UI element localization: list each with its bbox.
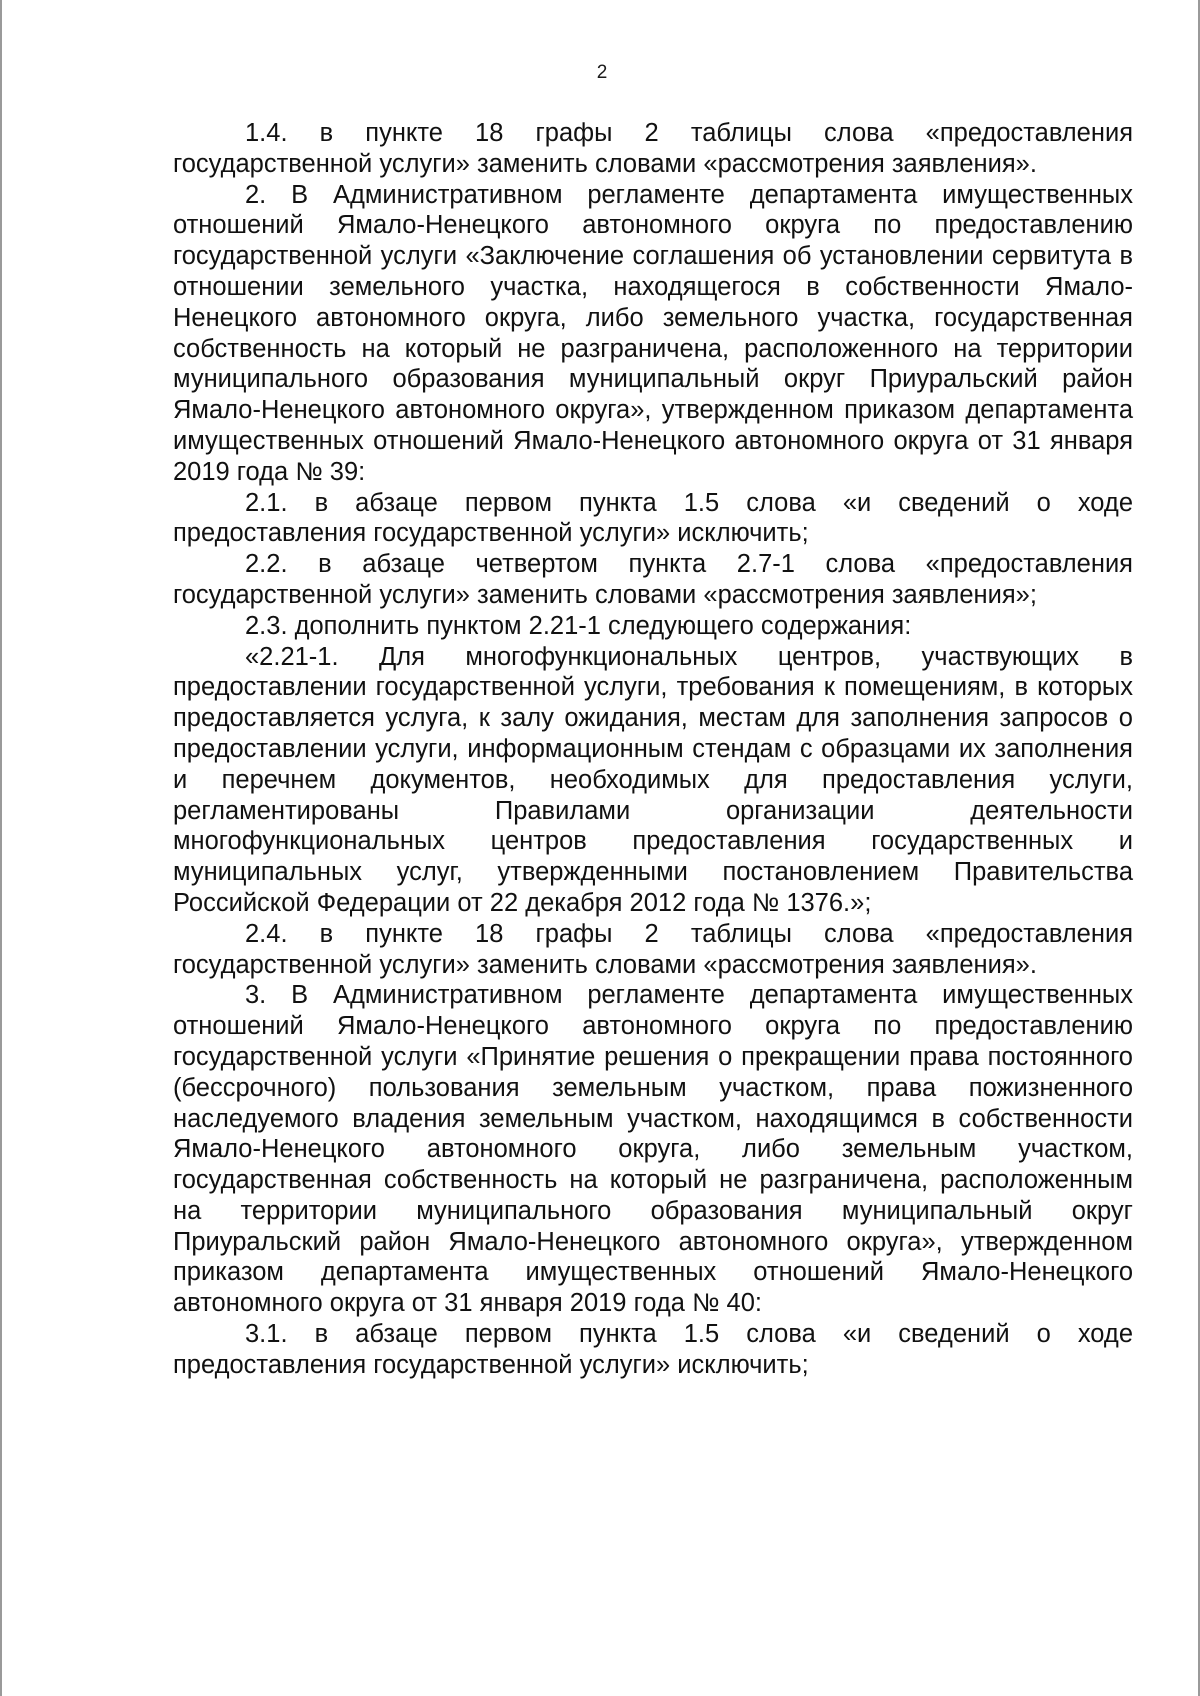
- paragraph-3: 3. В Административном регламенте департамента имущественных отношений Ямало-Ненецкого автономного округа по предоставлению государственной услуги «Принятие решения о прекращении права постоянного (бессрочного) пользования земельным участком, права пожизненного наследуемого владения земельным участком, находящимся в собственности Ямало-Ненецкого автономного округа, либо земельным участком, государственная собственность на который не разграничена, расположенным на территории муниципального образования муниципальный округ Приуральский район Ямало-Ненецкого автономного округа», утвержденном приказом департамента имущественных отношений Ямало-Ненецкого автономного округа от 31 января 2019 года № 40:: [173, 981, 1133, 1318]
- paragraph-2-3: 2.3. дополнить пунктом 2.21-1 следующего содержания:: [245, 611, 912, 640]
- paragraph-2-2: 2.2. в абзаце четвертом пункта 2.7-1 слова «предоставления государственной услуги» заменить словами «рассмотрения заявления»;: [173, 550, 1133, 609]
- paragraph-1-4: 1.4. в пункте 18 графы 2 таблицы слова «предоставления государственной услуги» заменить словами «рассмотрения заявления».: [173, 119, 1133, 178]
- page-number: 2: [596, 62, 608, 83]
- paragraph-2: 2. В Административном регламенте департамента имущественных отношений Ямало-Ненецкого автономного округа по предоставлению государственной услуги «Заключение соглашения об установлении сервитута в отношении земельного участка, находящегося в собственности Ямало-Ненецкого автономного округа, либо земельного участка, государственная собственность на который не разграничена, расположенного на территории муниципального образования муниципальный округ Приуральский район Ямало-Ненецкого автономного округа», утвержденном приказом департамента имущественных отношений Ямало-Ненецкого автономного округа от 31 января 2019 года № 39:: [173, 180, 1133, 486]
- paragraph-2-21-1-quote: «2.21-1. Для многофункциональных центров, участвующих в предоставлении государственной услуги, требования к помещениям, в которых предоставляется услуга, к залу ожидания, местам для заполнения запросов о предоставлении услуги, информационным стендам с образцами их заполнения и перечнем документов, необходимых для предоставления услуги, регламентированы Правилами организации деятельности многофункциональных центров предоставления государственных и муниципальных услуг, утвержденными постановлением Правительства Российской Федерации от 22 декабря 2012 года № 1376.»;: [173, 642, 1133, 917]
- paragraph-2-4: 2.4. в пункте 18 графы 2 таблицы слова «предоставления государственной услуги» заменить словами «рассмотрения заявления».: [173, 919, 1133, 979]
- paragraph-2-1: 2.1. в абзаце первом пункта 1.5 слова «и сведений о ходе предоставления государственной услуги» исключить;: [173, 488, 1133, 548]
- document-body: [173, 118, 1133, 1381]
- paragraph-3-1: 3.1. в абзаце первом пункта 1.5 слова «и сведений о ходе предоставления государственной услуги» исключить;: [173, 1320, 1133, 1379]
